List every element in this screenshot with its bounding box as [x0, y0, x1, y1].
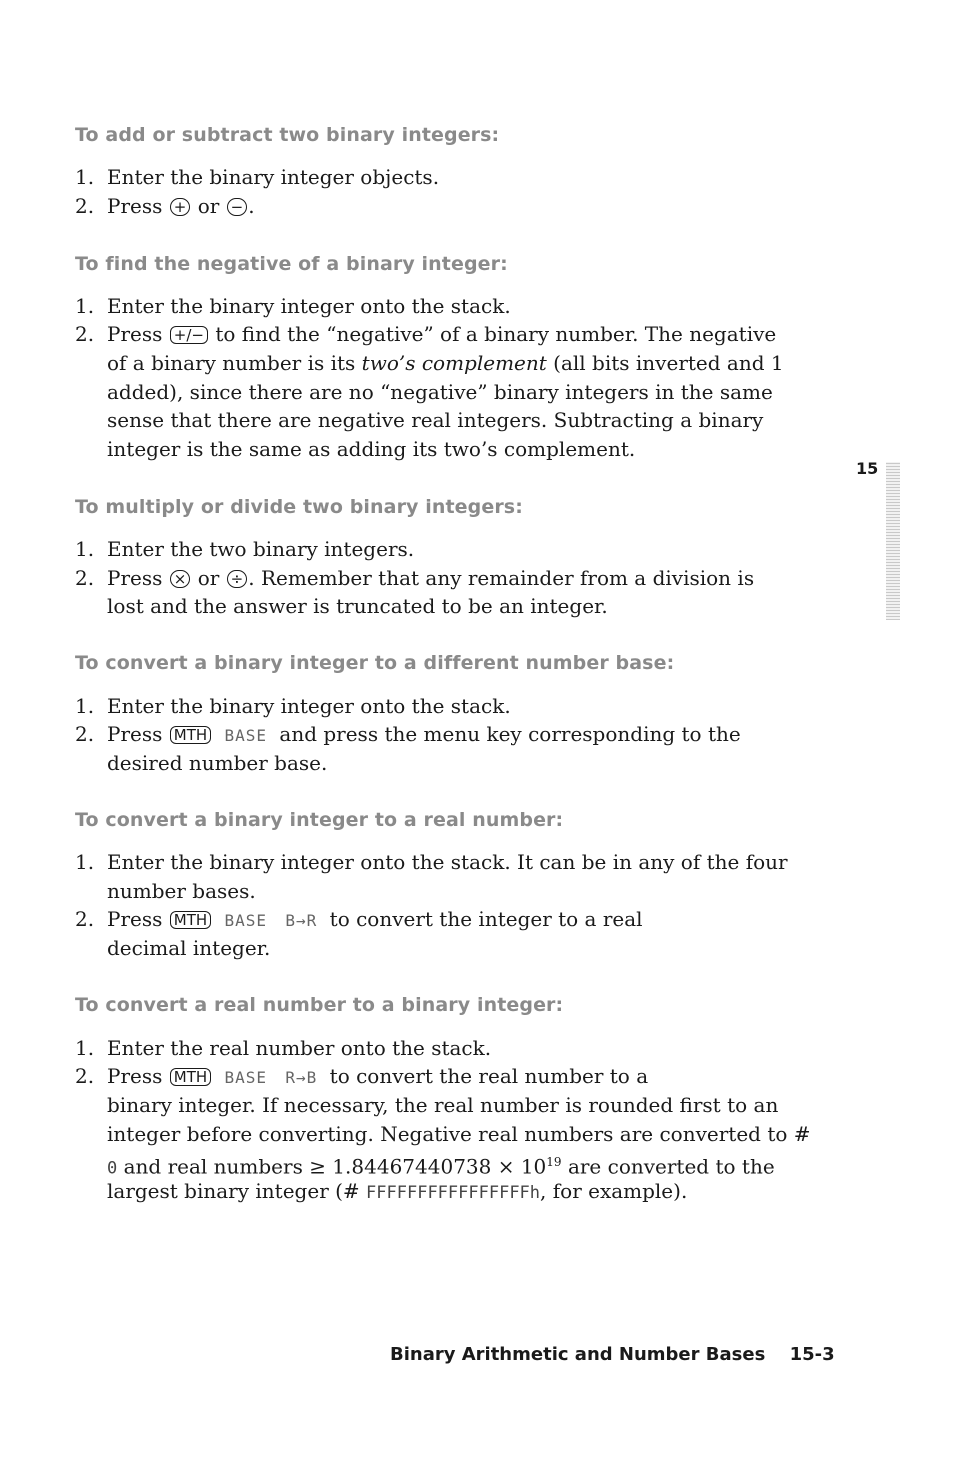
minus-key-icon: − — [227, 198, 248, 216]
text: . — [248, 194, 255, 218]
text: Press — [107, 194, 163, 218]
plus-key-icon: + — [170, 198, 191, 216]
text: are converted to the — [567, 1154, 775, 1179]
step-number: 2. — [75, 322, 95, 346]
text: Press — [107, 1064, 163, 1088]
step-number: 1. — [75, 694, 95, 718]
step-number: 1. — [75, 294, 95, 318]
step-text: Enter the binary integer objects. — [107, 165, 440, 189]
text: (all bits inverted and 1 — [553, 351, 784, 375]
step-continuation: integer is the same as adding its two’s complement. — [107, 437, 636, 461]
step-text — [107, 722, 741, 748]
r-to-b-menu-key: R→B — [285, 1068, 318, 1087]
step-continuation: integer before converting. Negative real numbers are converted to # — [107, 1122, 811, 1146]
section-heading: To convert a real number to a binary integer: — [75, 994, 564, 1016]
step-continuation: sense that there are negative real integers. Subtracting a binary — [107, 408, 764, 432]
emphasis: two’s complement — [361, 351, 547, 375]
text: or — [197, 566, 220, 590]
text: and press the menu key corresponding to the — [279, 722, 741, 746]
text: and real numbers ≥ 1.84467440738 × 10 — [123, 1154, 547, 1179]
mth-key-icon: MTH — [170, 911, 211, 929]
text: to convert the integer to a real — [329, 907, 643, 931]
text: or — [197, 194, 220, 218]
section-heading: To convert a binary integer to a different number base: — [75, 652, 675, 674]
step-continuation — [107, 1150, 775, 1181]
multiply-key-icon: × — [170, 570, 191, 588]
exponent: 19 — [546, 1155, 562, 1169]
step-text — [107, 194, 255, 218]
step-number: 2. — [75, 907, 95, 931]
mth-key-icon: MTH — [170, 726, 211, 744]
text: largest binary integer (# — [107, 1179, 360, 1203]
step-number: 2. — [75, 722, 95, 746]
step-number: 2. — [75, 566, 95, 590]
step-number: 1. — [75, 165, 95, 189]
step-number: 2. — [75, 1064, 95, 1088]
step-continuation — [107, 351, 784, 375]
text: . Remember that any remainder from a division is — [248, 566, 755, 590]
step-text: Enter the binary integer onto the stack. — [107, 294, 511, 318]
step-continuation: decimal integer. — [107, 936, 271, 960]
base-menu-key: BASE — [224, 911, 268, 930]
step-continuation: binary integer. If necessary, the real number is rounded first to an — [107, 1093, 779, 1117]
section-heading: To find the negative of a binary integer: — [75, 253, 508, 275]
mth-key-icon: MTH — [170, 1068, 211, 1086]
step-number: 1. — [75, 850, 95, 874]
step-continuation: lost and the answer is truncated to be an integer. — [107, 594, 608, 618]
step-text — [107, 907, 643, 933]
page-footer — [390, 1344, 835, 1365]
change-sign-key-icon: +/− — [170, 326, 208, 344]
step-continuation — [107, 1179, 687, 1205]
step-number: 1. — [75, 1036, 95, 1060]
base-menu-key: BASE — [224, 1068, 268, 1087]
section-heading: To convert a binary integer to a real number: — [75, 809, 564, 831]
step-text: Enter the real number onto the stack. — [107, 1036, 492, 1060]
chapter-tab-number: 15 — [856, 459, 879, 478]
text: , for example). — [540, 1179, 688, 1203]
divide-key-icon: ÷ — [227, 570, 248, 588]
step-continuation: added), since there are no “negative” binary integers in the same — [107, 380, 773, 404]
step-continuation: desired number base. — [107, 751, 328, 775]
b-to-r-menu-key: B→R — [285, 911, 318, 930]
section-heading: To add or subtract two binary integers: — [75, 124, 500, 146]
step-text: Enter the two binary integers. — [107, 537, 415, 561]
text: of a binary number is its — [107, 351, 356, 375]
step-text — [107, 566, 754, 590]
text: Press — [107, 722, 163, 746]
footer-title: Binary Arithmetic and Number Bases — [390, 1344, 766, 1365]
text: Press — [107, 566, 163, 590]
zero-value: 0 — [107, 1158, 118, 1179]
step-number: 1. — [75, 537, 95, 561]
step-text — [107, 322, 776, 346]
text: Press — [107, 322, 163, 346]
chapter-tab-marker — [886, 462, 900, 620]
text: to find the “negative” of a binary number. The negative — [215, 322, 777, 346]
section-heading: To multiply or divide two binary integers: — [75, 496, 523, 518]
step-continuation: number bases. — [107, 879, 256, 903]
step-text: Enter the binary integer onto the stack. It can be in any of the four — [107, 850, 788, 874]
step-text — [107, 1064, 648, 1090]
base-menu-key: BASE — [224, 726, 268, 745]
step-number: 2. — [75, 194, 95, 218]
text: to convert the real number to a — [329, 1064, 649, 1088]
page-number: 15-3 — [789, 1344, 835, 1365]
max-binary-value: FFFFFFFFFFFFFFFFh — [366, 1183, 541, 1203]
step-text: Enter the binary integer onto the stack. — [107, 694, 511, 718]
text: Press — [107, 907, 163, 931]
